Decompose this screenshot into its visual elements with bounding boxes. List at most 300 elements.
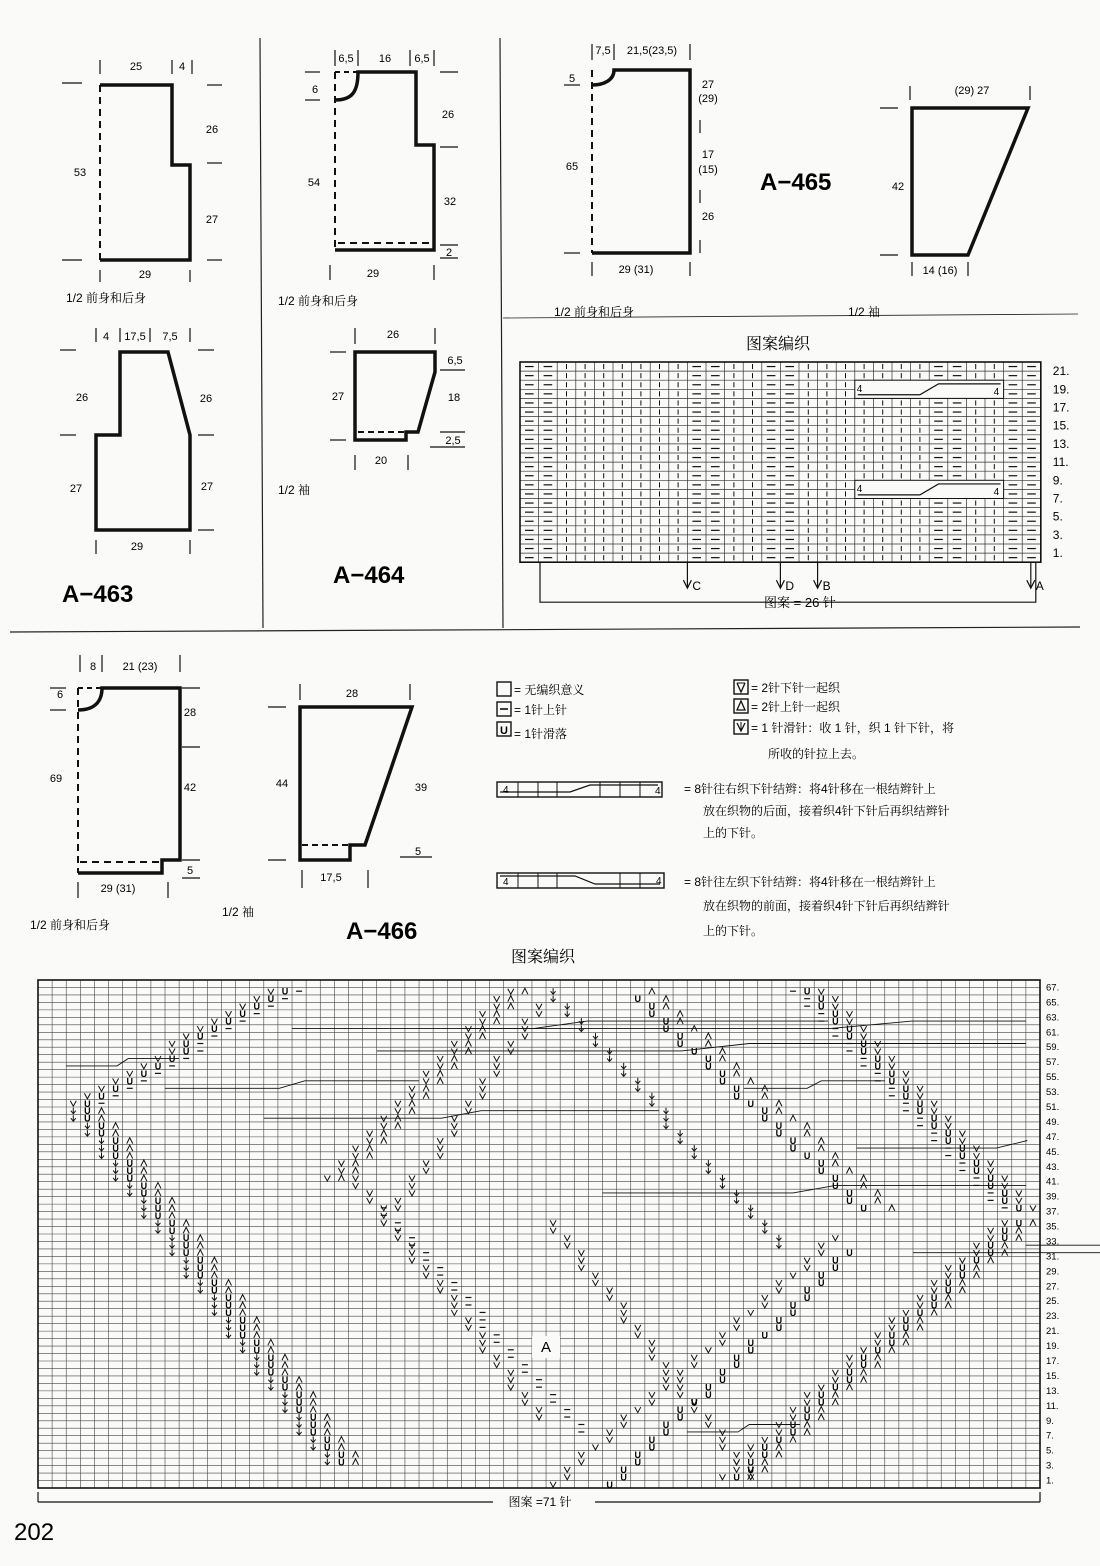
big-chart-row-number: 57. [1046,1057,1060,1069]
big-chart-row-number: 1. [1046,1475,1054,1487]
svg-text:U: U [959,1270,966,1281]
svg-text:U: U [1015,1203,1023,1214]
a463-body-right-lower: 27 [205,214,219,226]
svg-text:U: U [987,1180,994,1191]
a466-sleeve-schematic [222,684,432,919]
svg-text:U: U [690,1046,698,1057]
big-chart-row-number: 55. [1046,1072,1060,1084]
svg-text:U: U [959,1143,966,1154]
big-chart-center-label: A [541,1339,552,1357]
a465-body-neck: 5 [568,73,576,85]
a464-body-neck: 6 [311,84,319,96]
a463-code: A−463 [62,581,134,608]
legend-cable-left-3: 上的下针。 [703,924,764,938]
svg-text:U: U [846,1024,853,1035]
legend-drop-text: = 1针滑落 [514,727,568,741]
svg-text:U: U [775,1434,783,1445]
svg-text:U: U [295,1405,303,1416]
svg-text:U: U [239,1315,246,1326]
svg-text:U: U [168,1218,176,1229]
svg-text:U: U [1001,1188,1008,1199]
big-chart-row-number: 23. [1046,1311,1060,1323]
a465-sleeve-left: 42 [891,181,905,193]
svg-text:U: U [140,1188,148,1199]
svg-text:U: U [747,1457,754,1468]
big-chart-row-number: 61. [1046,1027,1060,1039]
marker-label-B: B [822,579,831,594]
legend-empty-symbol [497,682,511,696]
a463-sleeve-top-right: 7,5 [162,331,178,343]
legend-k2tog-symbol [734,680,748,694]
a464-body-caption: 1/2 前身和后身 [278,294,359,308]
cable-count-label: 4 [856,484,863,496]
a465-body-top-right: 21,5(23,5) [626,45,678,57]
svg-text:U: U [987,1248,994,1259]
svg-text:U: U [648,1434,656,1445]
svg-text:U: U [309,1420,317,1430]
svg-text:U: U [1001,1225,1008,1236]
a464-sleeve-schematic [278,328,465,497]
svg-text:U: U [959,1263,966,1274]
svg-text:U: U [281,1382,289,1393]
svg-text:U: U [733,1083,740,1094]
svg-text:4: 4 [503,785,509,796]
svg-text:U: U [846,1375,853,1386]
svg-text:U: U [860,1046,867,1057]
svg-text:U: U [239,1322,246,1333]
svg-text:U: U [832,1009,839,1020]
a464-sleeve-cap: 6,5 [447,355,463,367]
svg-text:U: U [789,1307,797,1318]
svg-text:4: 4 [503,877,509,888]
svg-text:U: U [916,1106,924,1117]
svg-text:U: U [945,1136,952,1147]
svg-text:U: U [197,1270,204,1281]
legend-k2tog-text: = 2针下针一起织 [751,681,841,695]
svg-text:U: U [818,1158,825,1169]
svg-text:U: U [182,1039,190,1049]
big-chart-row-number: 15. [1046,1370,1060,1382]
svg-text:U: U [225,1307,232,1318]
a466-sleeve-right: 39 [414,782,428,794]
svg-text:U: U [140,1180,148,1191]
legend-purl-text: = 1针上针 [514,703,568,717]
svg-text:U: U [211,1285,218,1296]
svg-text:U: U [126,1173,133,1184]
svg-text:U: U [775,1322,783,1333]
big-chart-row-number: 33. [1046,1236,1060,1248]
svg-text:U: U [803,1285,811,1296]
a464-body-top-right: 6,5 [414,53,430,65]
svg-text:U: U [846,1248,853,1259]
a464-sleeve-caption: 1/2 袖 [278,483,311,497]
svg-text:U: U [930,1113,938,1124]
svg-text:U: U [775,1128,783,1139]
svg-text:U: U [225,1300,232,1311]
a463-sleeve-right-lower: 27 [200,481,214,493]
svg-text:U: U [860,1352,867,1363]
svg-text:U: U [902,1091,910,1102]
svg-text:U: U [789,1427,797,1438]
svg-text:U: U [690,1397,698,1408]
svg-text:U: U [154,1195,162,1206]
a464-body-left-height: 54 [307,177,321,189]
svg-text:U: U [295,1390,303,1401]
svg-text:U: U [803,1151,811,1162]
svg-text:U: U [154,1061,162,1072]
svg-text:U: U [818,1166,825,1176]
svg-text:U: U [832,1016,839,1027]
legend-cable-right-symbol [497,782,662,797]
a466-body-left-height: 69 [49,773,63,785]
a464-sleeve-right: 18 [447,392,461,404]
a466-body-right-upper: 28 [183,707,197,719]
svg-text:U: U [98,1121,105,1132]
cable-count-label: 4 [993,386,1000,398]
svg-text:U: U [634,1457,642,1468]
a466-sleeve-cuff: 5 [414,846,422,858]
a465-chart-repeat-label: 图案 = 26 针 [764,595,836,610]
svg-text:U: U [818,1397,825,1408]
svg-text:U: U [197,1255,204,1266]
a464-body-top-mid: 16 [378,53,392,65]
svg-text:U: U [916,1307,924,1318]
small-chart-row-number: 17. [1052,400,1070,415]
a464-sleeve-bottom: 20 [374,455,388,467]
big-chart-row-number: 25. [1046,1296,1060,1308]
svg-text:U: U [789,1420,797,1430]
svg-text:U: U [973,1158,980,1169]
svg-text:U: U [860,1039,867,1049]
svg-text:U: U [832,1382,839,1393]
a465-sleeve-bottom: 14 (16) [922,265,958,277]
svg-text:U: U [662,1420,670,1430]
big-chart-row-number: 17. [1046,1356,1060,1367]
svg-text:U: U [846,1031,853,1042]
svg-text:U: U [620,1464,627,1475]
svg-text:U: U [803,986,811,997]
svg-text:U: U [888,1068,896,1079]
big-chart-row-number: 49. [1046,1116,1060,1128]
svg-text:U: U [126,1166,133,1176]
svg-text:U: U [253,1001,260,1012]
svg-text:U: U [182,1046,190,1057]
svg-text:U: U [662,1024,670,1035]
svg-text:U: U [818,1278,825,1289]
svg-text:U: U [676,1039,684,1049]
svg-text:U: U [648,1009,656,1020]
big-chart-row-number: 47. [1046,1131,1060,1143]
svg-text:U: U [832,1173,839,1184]
svg-text:U: U [860,1360,867,1371]
svg-text:U: U [84,1113,91,1124]
svg-text:U: U [733,1352,740,1363]
svg-text:U: U [832,1255,839,1266]
a463-sleeve-right-upper: 26 [199,393,213,405]
a464-body-hem: 2 [445,247,453,259]
a463-body-caption: 1/2 前身和后身 [66,291,147,305]
svg-text:U: U [84,1098,91,1109]
svg-text:U: U [239,1330,246,1341]
svg-text:U: U [182,1248,190,1259]
a465-sleeve-top: (29) 27 [954,85,990,97]
a465-body-schematic [554,44,718,319]
svg-text:U: U [705,1061,712,1072]
svg-text:U: U [168,1053,176,1064]
svg-text:U: U [676,1412,684,1423]
svg-text:U: U [789,1136,797,1147]
big-chart-row-number: 31. [1046,1251,1060,1263]
svg-text:U: U [197,1031,204,1042]
svg-text:U: U [945,1285,952,1296]
svg-text:U: U [140,1068,148,1079]
svg-text:U: U [846,1188,853,1199]
big-chart-row-number: 43. [1046,1161,1060,1173]
svg-text:U: U [338,1449,345,1460]
svg-text:U: U [676,1405,684,1416]
svg-text:U: U [324,1434,331,1445]
svg-text:U: U [267,1367,275,1378]
a463-body-top-width: 25 [129,61,143,73]
big-chart-row-number: 35. [1046,1221,1060,1233]
svg-text:U: U [1015,1218,1023,1229]
a463-sleeve-top-left: 4 [102,331,110,343]
svg-text:U: U [902,1315,910,1326]
svg-text:U: U [154,1210,162,1221]
a465-body-top-left: 7,5 [595,45,611,57]
svg-text:U: U [281,1375,289,1386]
svg-text:U: U [676,1031,684,1042]
a466-body-caption: 1/2 前身和后身 [30,918,111,932]
legend-p2tog-text: = 2针上针一起织 [751,700,841,714]
legend-cable-left-symbol [497,873,664,888]
a466-body-top-right: 21 (23) [122,661,158,673]
svg-text:U: U [267,1352,275,1363]
small-chart-row-number: 13. [1052,436,1070,451]
svg-text:U: U [182,1233,190,1244]
svg-text:U: U [154,1203,162,1214]
svg-text:U: U [888,1076,896,1087]
small-chart-row-number: 19. [1052,382,1070,397]
a464-body-schematic [278,50,458,308]
svg-text:U: U [1001,1233,1008,1244]
cable-count-label: 4 [993,486,1000,498]
svg-text:U: U [973,1166,980,1176]
a466-sleeve-top: 28 [345,688,359,700]
a465-body-right-c: 26 [701,211,715,223]
svg-text:U: U [818,994,825,1005]
small-chart-row-number: 1. [1052,546,1063,561]
svg-text:U: U [747,1345,754,1356]
svg-text:U: U [500,725,508,737]
big-chart-title: 图案编织 [510,949,576,966]
a464-body-bottom: 29 [366,268,380,280]
svg-text:U: U [874,1345,881,1356]
a464-code: A−464 [333,562,405,589]
svg-text:U: U [239,1009,246,1020]
small-chart-row-number: 9. [1052,473,1063,488]
svg-text:U: U [112,1136,119,1147]
small-chart-row-number: 11. [1052,455,1069,470]
svg-text:U: U [211,1278,218,1289]
a464-body-right-upper: 26 [441,109,455,121]
svg-text:U: U [733,1472,740,1483]
svg-text:U: U [846,1195,853,1206]
svg-text:U: U [705,1382,712,1393]
a465-body-left-height: 65 [565,161,579,173]
small-chart-row-number: 21. [1052,364,1070,379]
stitch-legend [497,680,954,938]
svg-text:U: U [620,1472,627,1483]
a466-sleeve-bottom: 17,5 [320,872,342,884]
svg-text:U: U [267,994,275,1005]
a463-sleeve-left-lower: 27 [69,483,83,495]
a466-sleeve-caption: 1/2 袖 [222,905,255,919]
svg-text:U: U [803,1293,811,1303]
a466-body-hem: 5 [186,865,194,877]
svg-text:U: U [309,1427,317,1438]
a464-body-top-left: 6,5 [338,53,354,65]
a463-sleeve-top-mid: 17,5 [124,331,146,343]
a466-code: A−466 [346,918,418,945]
svg-text:U: U [987,1240,994,1251]
svg-text:U: U [818,1270,825,1281]
a463-sleeve-left-upper: 26 [75,392,89,404]
a466-body-bottom: 29 (31) [100,883,136,895]
svg-text:U: U [281,986,289,997]
svg-text:U: U [945,1128,952,1139]
big-chart-row-number: 19. [1046,1341,1060,1353]
a465-body-right-b-alt: (15) [698,164,718,176]
svg-text:U: U [930,1293,938,1303]
svg-text:U: U [959,1151,966,1162]
svg-text:U: U [338,1457,345,1468]
small-chart-row-number: 5. [1052,509,1063,524]
svg-text:U: U [112,1143,119,1154]
svg-text:U: U [295,1397,303,1408]
svg-text:U: U [84,1106,91,1117]
svg-text:U: U [874,1053,881,1064]
svg-text:U: U [98,1091,105,1102]
svg-text:U: U [126,1076,133,1087]
big-chart-row-number: 53. [1046,1087,1060,1099]
svg-text:U: U [253,1337,260,1348]
svg-text:U: U [888,1337,896,1348]
a463-body-bottom: 29 [138,269,152,281]
big-chart-row-number: 9. [1046,1415,1054,1427]
svg-text:U: U [267,1360,275,1371]
legend-empty-text: = 无编织意义 [514,683,585,697]
svg-text:U: U [126,1158,133,1169]
legend-cable-left-1: = 8针往左织下针结辫：将4针移在一根结辫针上 [684,875,936,889]
svg-text:U: U [973,1255,980,1266]
svg-text:U: U [309,1412,317,1423]
a465-code: A−465 [760,169,832,196]
svg-text:U: U [634,1449,642,1460]
marker-label-D: D [785,579,795,594]
svg-text:U: U [803,1412,811,1423]
svg-text:U: U [225,1016,232,1027]
svg-text:U: U [225,1293,232,1303]
big-chart-row-number: 65. [1046,997,1060,1009]
big-chart-row-number: 7. [1046,1430,1054,1442]
a465-body-bottom: 29 (31) [618,264,654,276]
big-chart-row-number: 21. [1046,1326,1060,1338]
svg-text:U: U [1001,1195,1008,1206]
svg-text:U: U [719,1068,726,1079]
svg-text:U: U [789,1143,797,1154]
svg-text:U: U [662,1016,670,1027]
big-chart-row-number: 39. [1046,1191,1060,1203]
a465-body-right-a: 27 [701,79,715,91]
svg-text:U: U [747,1337,754,1348]
marker-label-A: A [1035,579,1044,594]
svg-text:U: U [761,1449,769,1460]
svg-text:U: U [761,1330,769,1341]
svg-text:U: U [761,1442,769,1453]
big-chart-row-number: 67. [1046,982,1060,994]
legend-slip-symbol [734,720,748,734]
svg-text:U: U [930,1300,938,1311]
svg-text:U: U [888,1330,896,1341]
svg-text:U: U [987,1173,994,1184]
big-chart-row-number: 5. [1046,1445,1054,1457]
svg-text:U: U [930,1121,938,1132]
a465-sleeve-caption: 1/2 袖 [848,305,881,319]
svg-text:U: U [789,1300,797,1311]
legend-slip-text: = 1 针滑针：收 1 针，织 1 针下针，将 [751,721,955,735]
svg-text:U: U [747,1464,754,1475]
svg-text:U: U [916,1098,924,1109]
svg-text:U: U [662,1427,670,1438]
big-chart-row-number: 41. [1046,1176,1060,1188]
legend-drop-symbol [497,722,511,737]
svg-text:U: U [719,1375,726,1386]
a465-stitch-chart [520,362,1069,602]
a465-sleeve-schematic [848,85,1030,319]
svg-text:U: U [182,1240,190,1251]
svg-text:U: U [705,1053,712,1064]
svg-text:U: U [98,1128,105,1139]
svg-text:U: U [634,994,642,1005]
a464-body-right-lower: 32 [443,196,457,208]
svg-text:U: U [112,1083,119,1094]
svg-text:U: U [832,1180,839,1191]
a464-sleeve-left: 27 [331,391,345,403]
svg-text:4: 4 [656,876,662,887]
svg-text:U: U [902,1083,910,1094]
svg-text:U: U [818,1001,825,1012]
big-chart-row-number: 63. [1046,1012,1060,1024]
svg-text:U: U [761,1106,769,1117]
a465-body-caption: 1/2 前身和后身 [554,305,635,319]
svg-text:U: U [733,1360,740,1371]
big-chart-row-number: 37. [1046,1206,1060,1218]
big-chart-repeat-label: 图案 =71 针 [508,1495,572,1509]
marker-label-C: C [692,579,702,594]
a463-body-shoulder: 4 [178,61,186,73]
cable-count-label: 4 [856,384,863,396]
svg-text:U: U [775,1315,783,1326]
a463-body-schematic [62,60,222,305]
svg-text:U: U [719,1076,726,1087]
svg-text:U: U [945,1278,952,1289]
svg-text:U: U [168,1225,176,1236]
svg-text:U: U [606,1479,613,1490]
big-chart-row-number: 3. [1046,1460,1054,1472]
svg-text:U: U [719,1367,726,1378]
svg-text:U: U [324,1442,331,1453]
